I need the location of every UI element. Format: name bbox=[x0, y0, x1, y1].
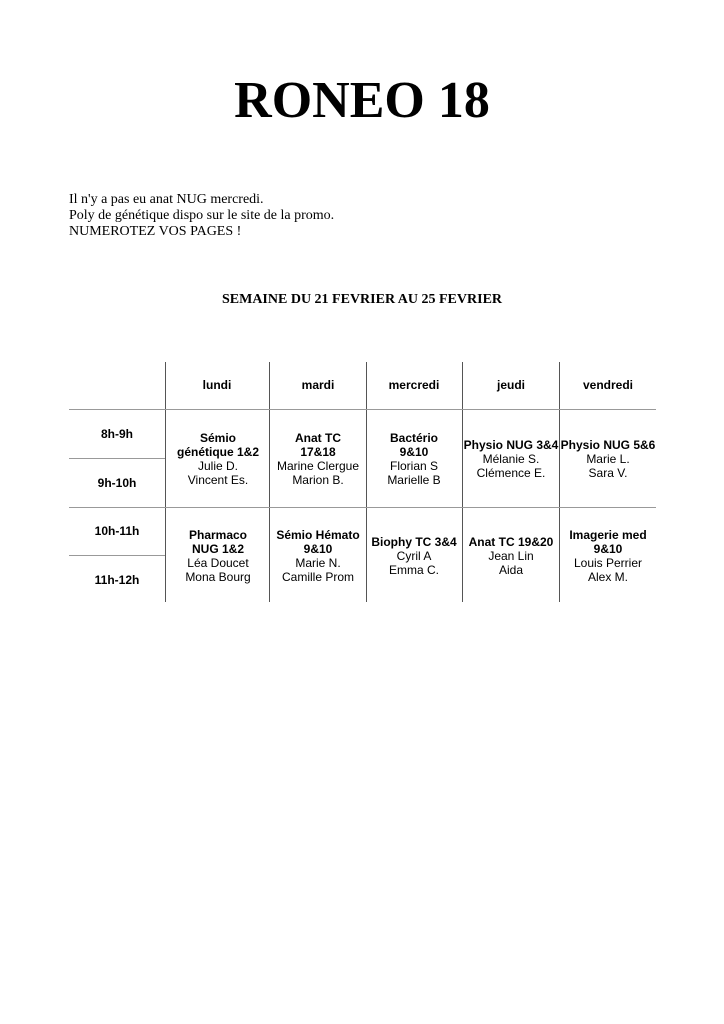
table-divider bbox=[69, 555, 165, 556]
person-name: Léa Doucet bbox=[187, 556, 249, 570]
table-divider bbox=[165, 362, 166, 602]
person-name: Marie L. bbox=[586, 452, 630, 466]
person-name: Cyril A bbox=[396, 549, 432, 563]
note-line: Il n'y a pas eu anat NUG mercredi. bbox=[69, 192, 264, 207]
time-label: 10h-11h bbox=[94, 524, 140, 538]
day-header: mardi bbox=[301, 378, 335, 392]
day-header: vendredi bbox=[582, 378, 633, 392]
course-name: 17&18 bbox=[300, 445, 336, 459]
time-label: 8h-9h bbox=[100, 427, 133, 441]
course-name: Pharmaco bbox=[188, 528, 248, 542]
course-name: 9&10 bbox=[593, 542, 623, 556]
person-name: Marielle B bbox=[387, 473, 441, 487]
course-cell bbox=[170, 528, 266, 584]
person-name: Marie N. bbox=[295, 556, 341, 570]
day-header: jeudi bbox=[496, 378, 525, 392]
course-cell bbox=[270, 528, 366, 584]
day-header: lundi bbox=[202, 378, 232, 392]
table-divider bbox=[69, 458, 165, 459]
course-name: Bactério bbox=[389, 431, 439, 445]
person-name: Sara V. bbox=[588, 466, 628, 480]
page-title: RONEO 18 bbox=[234, 72, 490, 129]
person-name: Marine Clergue bbox=[276, 459, 360, 473]
course-cell bbox=[366, 535, 462, 577]
person-name: Jean Lin bbox=[488, 549, 534, 563]
course-name: 9&10 bbox=[399, 445, 429, 459]
person-name: Emma C. bbox=[388, 563, 439, 577]
course-name: Imagerie med bbox=[569, 528, 647, 542]
course-name: Biophy TC 3&4 bbox=[371, 535, 457, 549]
note-line: NUMEROTEZ VOS PAGES ! bbox=[69, 224, 242, 239]
course-name: Physio NUG 5&6 bbox=[560, 438, 656, 452]
course-cell bbox=[560, 438, 656, 480]
course-cell bbox=[463, 535, 559, 577]
person-name: Mona Bourg bbox=[185, 570, 251, 584]
course-name: 9&10 bbox=[303, 542, 333, 556]
course-name: Sémio Hémato bbox=[276, 528, 360, 542]
course-name: Anat TC 19&20 bbox=[468, 535, 554, 549]
course-cell bbox=[560, 528, 656, 584]
week-heading: SEMAINE DU 21 FEVRIER AU 25 FEVRIER bbox=[221, 292, 503, 307]
course-cell bbox=[463, 438, 559, 480]
person-name: Marion B. bbox=[292, 473, 344, 487]
person-name: Vincent Es. bbox=[187, 473, 249, 487]
person-name: Aida bbox=[498, 563, 524, 577]
person-name: Julie D. bbox=[197, 459, 238, 473]
table-divider bbox=[69, 409, 656, 410]
person-name: Mélanie S. bbox=[482, 452, 540, 466]
person-name: Clémence E. bbox=[476, 466, 546, 480]
time-label: 9h-10h bbox=[97, 476, 137, 490]
person-name: Camille Prom bbox=[281, 570, 354, 584]
note-line: Poly de génétique dispo sur le site de la promo. bbox=[69, 208, 335, 223]
person-name: Alex M. bbox=[587, 570, 628, 584]
time-label: 11h-12h bbox=[94, 573, 140, 587]
table-divider bbox=[69, 507, 656, 508]
course-cell bbox=[270, 431, 366, 487]
person-name: Florian S bbox=[389, 459, 439, 473]
course-cell bbox=[170, 431, 266, 487]
course-name: Physio NUG 3&4 bbox=[463, 438, 559, 452]
person-name: Louis Perrier bbox=[573, 556, 643, 570]
course-name: Anat TC bbox=[295, 431, 341, 445]
course-name: NUG 1&2 bbox=[191, 542, 244, 556]
course-cell bbox=[366, 431, 462, 487]
day-header: mercredi bbox=[388, 378, 440, 392]
course-name: génétique 1&2 bbox=[176, 445, 260, 459]
course-name: Sémio bbox=[199, 431, 236, 445]
